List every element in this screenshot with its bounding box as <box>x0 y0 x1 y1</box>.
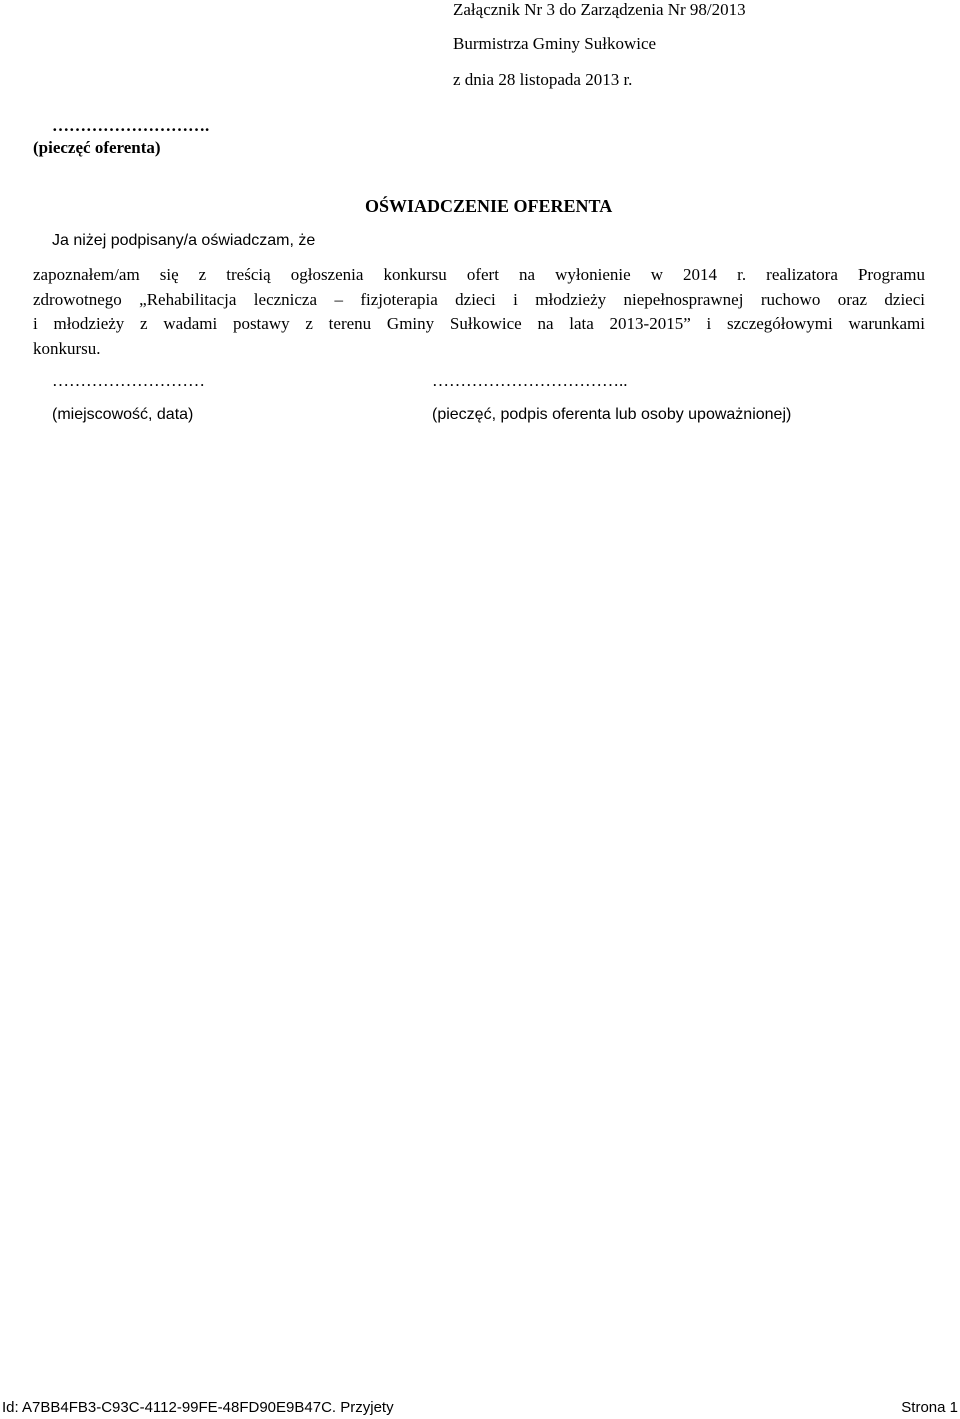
stamp-label: (pieczęć oferenta) <box>33 138 161 157</box>
stamp-dots: ………………………. <box>52 116 210 135</box>
intro-text: Ja niżej podpisany/a oświadczam, że <box>52 232 316 249</box>
signature-dots: …………………………….. <box>432 371 628 390</box>
declaration-line-1: zapoznałem/am się z treścią ogłoszenia konkursu ofert na wyłonienie w 2014 r. realizatora Programu <box>33 265 925 284</box>
footer-document-id: Id: A7BB4FB3-C93C-4112-99FE-48FD90E9B47C. Przyjety <box>2 1399 394 1416</box>
place-date-dots: ……………………… <box>52 371 205 390</box>
place-date-label: (miejscowość, data) <box>52 406 194 423</box>
document-title: OŚWIADCZENIE OFERENTA <box>365 196 613 216</box>
declaration-body <box>33 263 925 361</box>
footer-page-number: Strona 1 <box>901 1399 958 1416</box>
header-date-line: z dnia 28 listopada 2013 r. <box>453 70 633 89</box>
header-attachment-line: Załącznik Nr 3 do Zarządzenia Nr 98/2013 <box>453 0 746 19</box>
declaration-line-4: konkursu. <box>33 338 101 358</box>
signature-label: (pieczęć, podpis oferenta lub osoby upoważnionej) <box>432 406 792 423</box>
header-issuer-line: Burmistrza Gminy Sułkowice <box>453 34 657 53</box>
declaration-line-2: zdrowotnego „Rehabilitacja lecznicza – fizjoterapia dzieci i młodzieży niepełnosprawnej ruchowo oraz dzieci <box>33 289 925 309</box>
declaration-line-3: i młodzieży z wadami postawy z terenu Gminy Sułkowice na lata 2013-2015” i szczegółowymi warunkami <box>33 314 925 333</box>
